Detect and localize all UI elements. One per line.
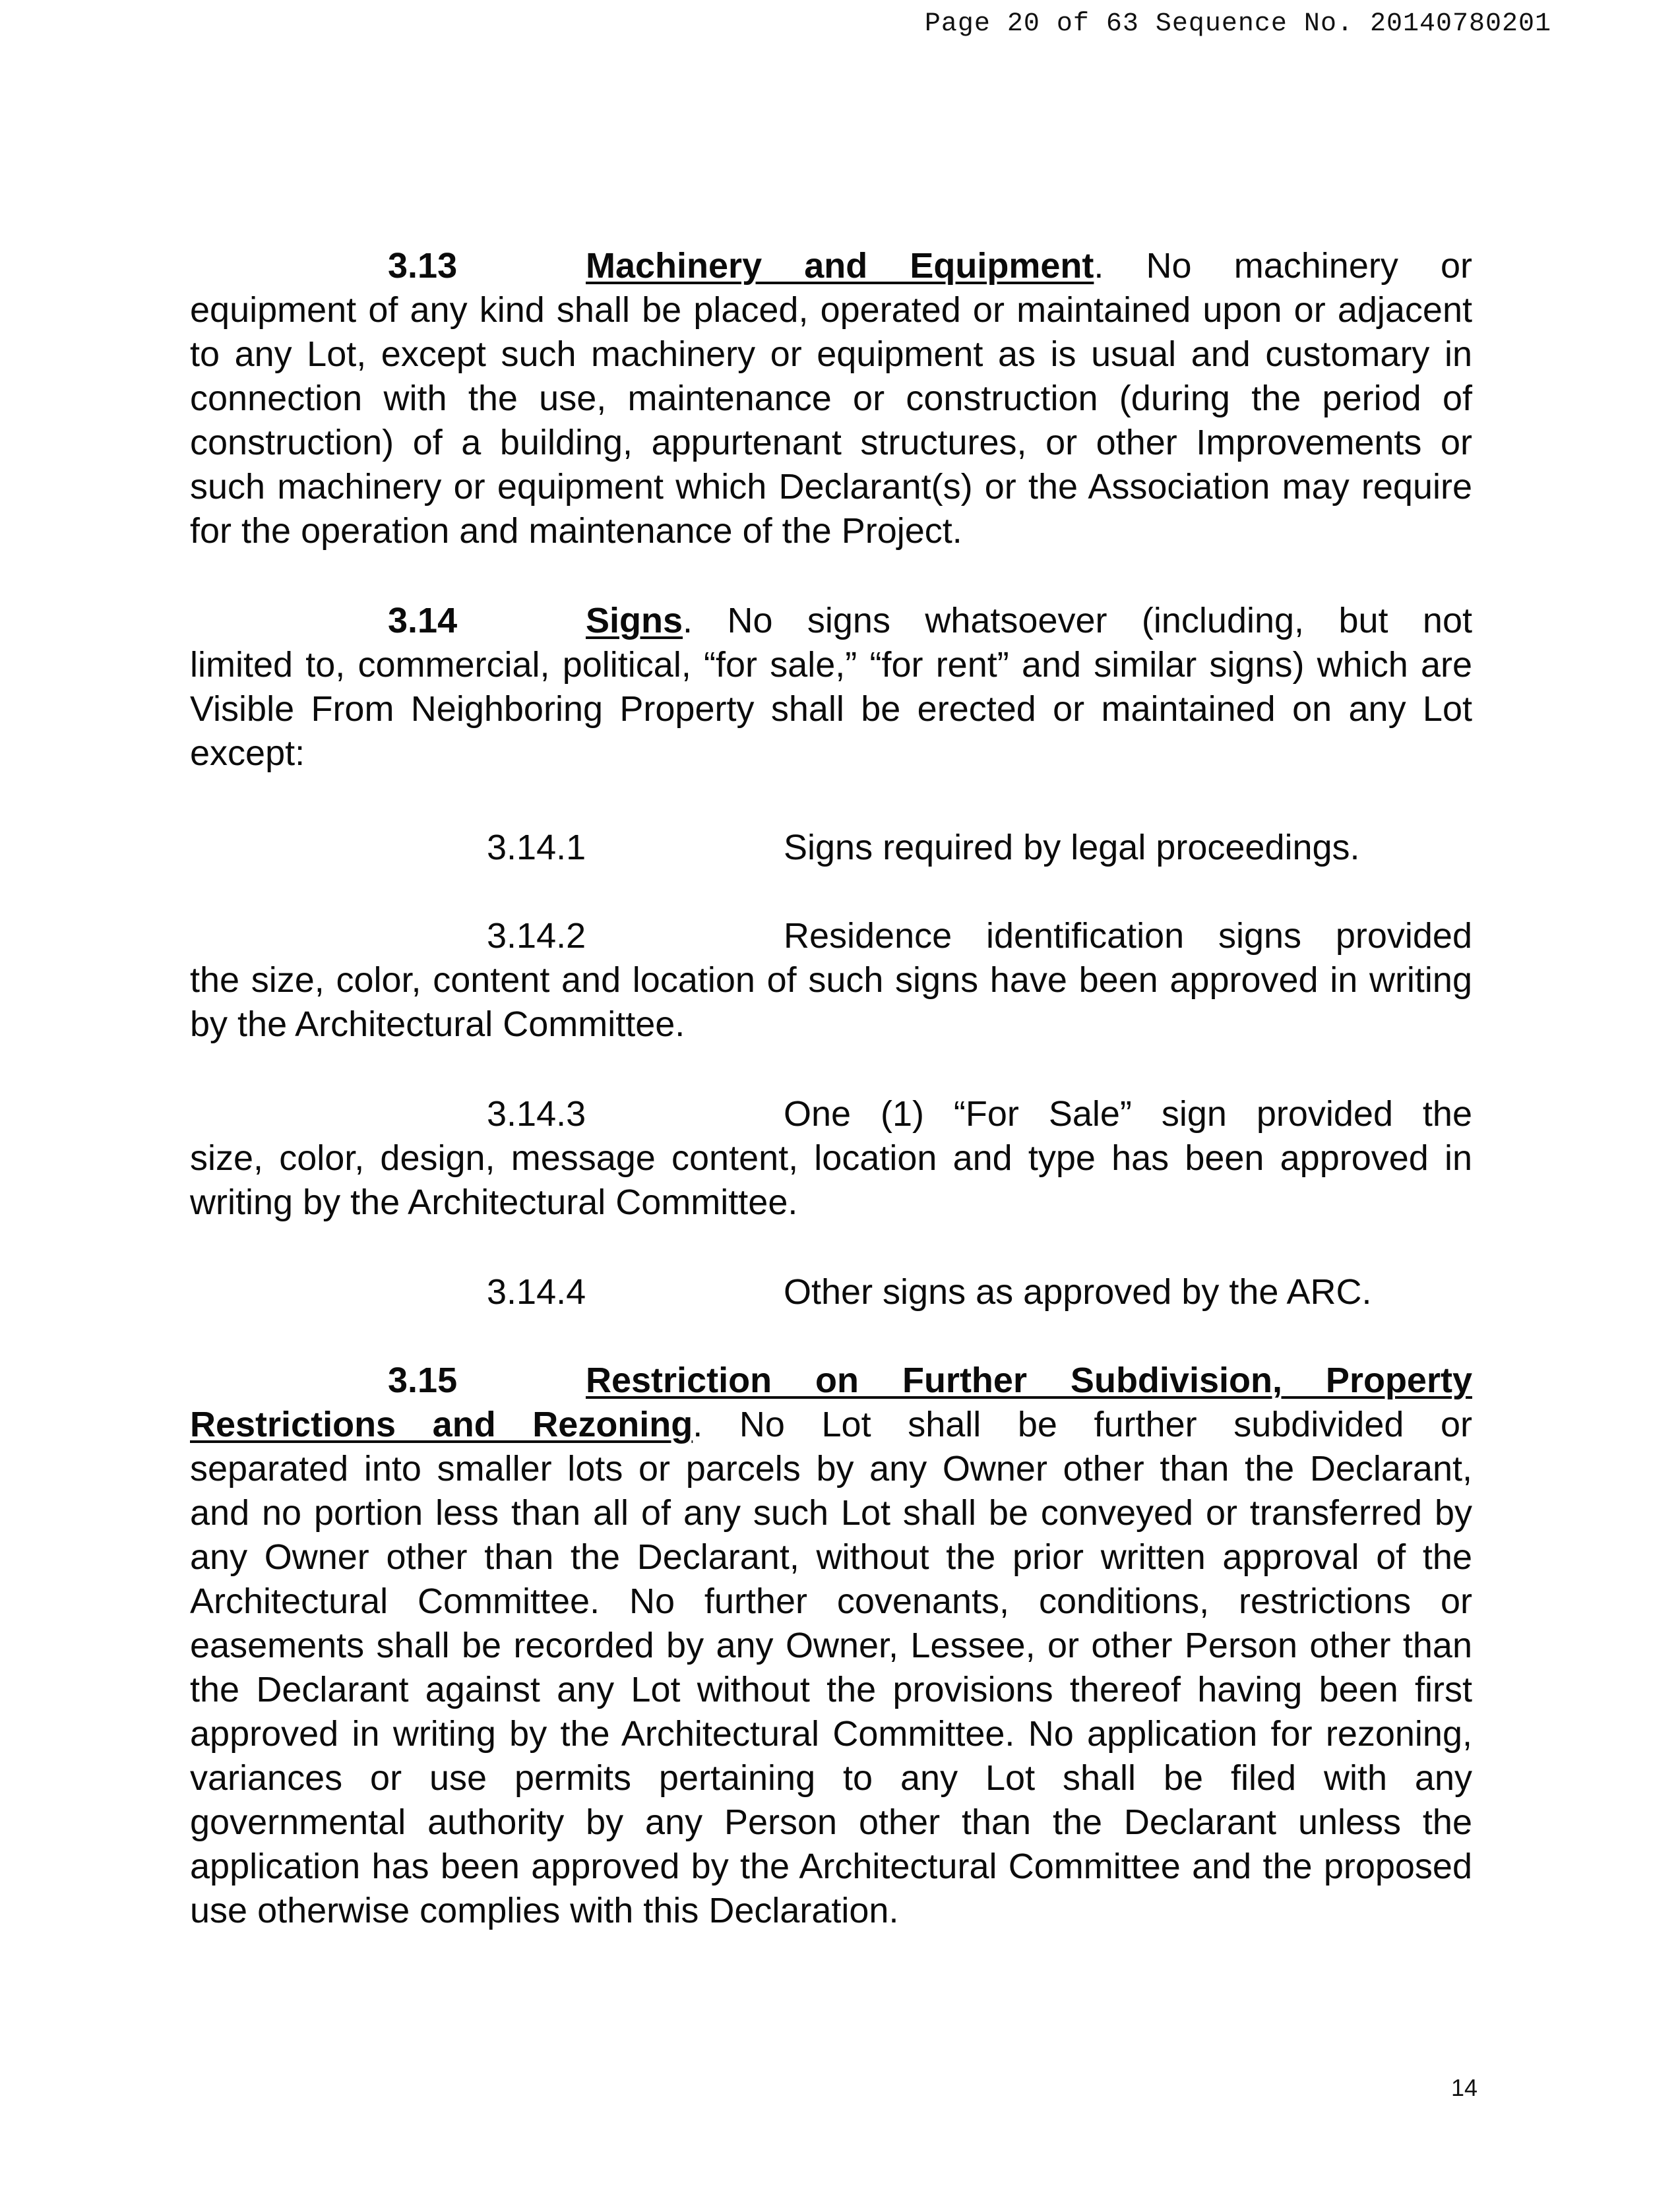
section-3-14: [190, 599, 1472, 776]
section-3-13: [190, 244, 1472, 553]
subsection-3-14-4: [190, 1270, 1472, 1314]
subsection-text: Residence identification signs provided: [784, 916, 1472, 956]
page-number: 14: [1450, 2074, 1478, 2101]
subsection-number: 3.14.1: [487, 828, 586, 867]
section-lead: . No Lot shall be further subdivided or: [693, 1405, 1472, 1444]
subsection-3-14-3: [190, 1092, 1472, 1136]
subsection-text: One (1) “For Sale” sign provided the: [784, 1094, 1472, 1134]
subsection-number: 3.14.4: [487, 1272, 586, 1312]
subsection-3-14-2-continued: the size, color, content and location of such signs have been approved in writing by the Architectural Committee.: [190, 960, 1472, 1044]
section-number: 3.15: [388, 1361, 458, 1400]
subsection-text: Other signs as approved by the ARC.: [784, 1272, 1372, 1312]
document-body: [190, 244, 1472, 1959]
subsection-3-14-3-continued: size, color, design, message content, location and type has been approved in writing by the Architectural Committee.: [190, 1138, 1472, 1222]
section-body: equipment of any kind shall be placed, operated or maintained upon or adjacent to any Lot, except such machinery or equipment as is usual and customary in connection with the use, maintenance or construction (during the period of construction) of a building, appurtenant structures, or other Improvements or such machinery or equipment which Declarant(s) or the Association may require for the operation and maintenance of the Project.: [190, 290, 1472, 551]
section-body: limited to, commercial, political, “for sale,” “for rent” and similar signs) which are Visible From Neighboring Property shall be erected or maintained on any Lot except:: [190, 645, 1472, 773]
section-3-15: [190, 1359, 1472, 1933]
section-lead: . No machinery or: [1094, 246, 1472, 286]
subsection-number: 3.14.2: [487, 916, 586, 956]
section-heading: Signs: [586, 601, 683, 640]
section-lead: . No signs whatsoever (including, but not: [683, 601, 1472, 640]
page-header: Page 20 of 63 Sequence No. 20140780201: [924, 9, 1551, 39]
section-heading-continued: Restrictions and Rezoning: [190, 1405, 693, 1444]
subsection-3-14-1: [190, 826, 1472, 870]
subsection-3-14-2: [190, 914, 1472, 958]
section-number: 3.13: [388, 246, 458, 286]
subsection-number: 3.14.3: [487, 1094, 586, 1134]
section-heading: Restriction on Further Subdivision, Property: [586, 1361, 1472, 1400]
section-heading: Machinery and Equipment: [586, 246, 1094, 286]
section-number: 3.14: [388, 601, 458, 640]
subsection-text: Signs required by legal proceedings.: [784, 828, 1360, 867]
section-body: separated into smaller lots or parcels by any Owner other than the Declarant, and no portion less than all of any such Lot shall be conveyed or transferred by any Owner other than the Declarant, without the prior written approval of the Architectural Committee. No further covenants, conditions, restrictions or easements shall be recorded by any Owner, Lessee, or other Person other than the Declarant against any Lot without the provisions thereof having been first approved in writing by the Architectural Committee. No application for rezoning, variances or use permits pertaining to any Lot shall be filed with any governmental authority by any Person other than the Declarant unless the application has been approved by the Architectural Committee and the proposed use otherwise complies with this Declaration.: [190, 1449, 1472, 1930]
